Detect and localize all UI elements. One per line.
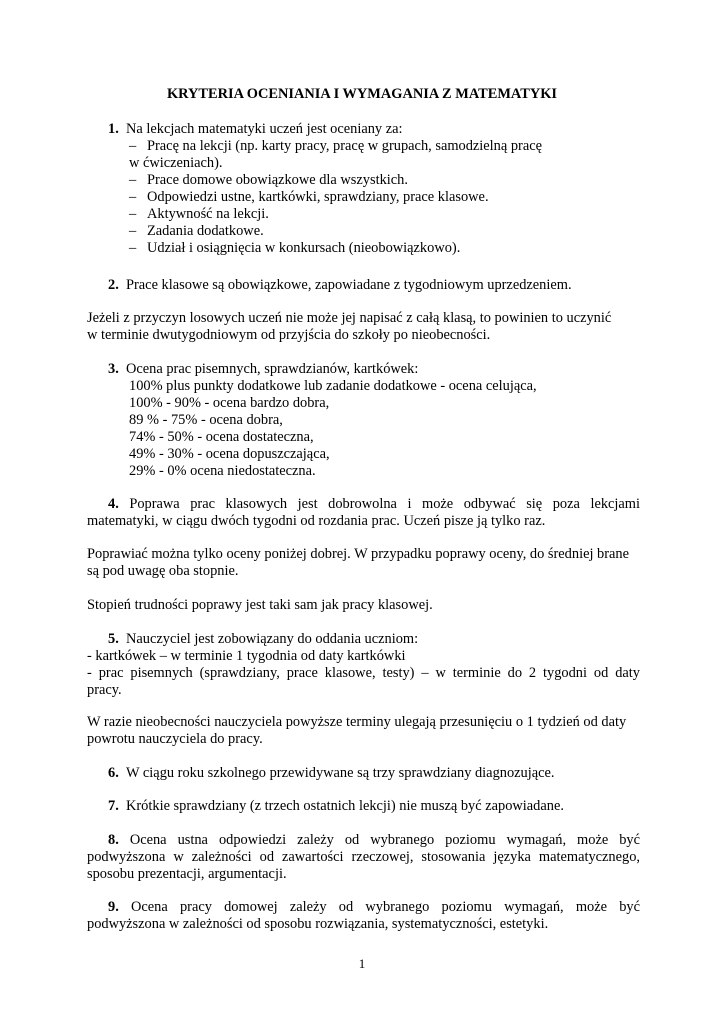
section-9: 9. Ocena pracy domowej zależy od wybranego poziomu wymagań, może być podwyższona w zależności od sposobu rozwiązania, systematyczności, estetyki. [87,899,640,932]
section-number: 9. [108,899,119,915]
section-number: 2. [108,277,119,293]
section-3: 3. Ocena prac pisemnych, sprawdzianów, kartkówek: 100% plus punkty dodatkowe lub zadanie dodatkowe - ocena celująca, 100% - 90% - ocena bardzo dobra, 89 % - 75% - ocena dobra, 74% - 50% - ocena dostateczna, 49% - 30% - ocena dopuszczająca, 29% - 0% ocena niedostateczna. [108,361,638,480]
grade-row: 89 % - 75% - ocena dobra, [129,412,283,428]
section-number: 7. [108,798,119,814]
list-item: – Aktywność na lekcji. [129,206,269,222]
section-number: 8. [108,832,119,848]
section-6: 6. W ciągu roku szkolnego przewidywane są trzy sprawdziany diagnozujące. [108,765,555,781]
section-2: 2. Prace klasowe są obowiązkowe, zapowiadane z tygodniowym uprzedzeniem. [108,277,572,293]
section-4-paragraph-1: Poprawiać można tylko oceny poniżej dobrej. W przypadku poprawy oceny, do średniej brane są pod uwagę oba stopnie. [87,546,630,579]
list-item: – Zadania dodatkowe. [129,223,264,239]
section-5-paragraph: W razie nieobecności nauczyciela powyższe terminy ulegają przesunięciu o 1 tydzień od daty powrotu nauczyciela do pracy. [87,714,627,747]
section-4: 4. Poprawa prac klasowych jest dobrowolna i może odbywać się poza lekcjami matematyki, w ciągu dwóch tygodni od rozdania prac. Uczeń pisze ją tylko raz. [87,496,640,529]
list-item: – Prace domowe obowiązkowe dla wszystkich. [129,172,408,188]
section-1-intro: 1. Na lekcjach matematyki uczeń jest oceniany za: [108,121,403,137]
section-number: 6. [108,765,119,781]
grade-row: 29% - 0% ocena niedostateczna. [129,463,316,479]
page-number: 1 [358,956,366,971]
section-number: 5. [108,631,119,647]
document-title: KRYTERIA OCENIANIA I WYMAGANIA Z MATEMATYKI [166,86,558,102]
section-number: 3. [108,361,119,377]
section-4-paragraph-2: Stopień trudności poprawy jest taki sam jak pracy klasowej. [87,597,433,613]
section-2-paragraph: Jeżeli z przyczyn losowych uczeń nie może jej napisać z całą klasą, to powinien to uczynić w terminie dwutygodniowym od przyjścia do szkoły po nieobecności. [87,310,612,343]
section-5: 5. Nauczyciel jest zobowiązany do oddania uczniom: - kartkówek – w terminie 1 tygodnia od daty kartkówki - prac pisemnych (sprawdziany, prace klasowe, testy) – w terminie do 2 tygodni od daty pracy. [87,631,640,698]
list-item: – Pracę na lekcji (np. karty pracy, pracę w grupach, samodzielną pracę [129,138,543,154]
section-number: 1. [108,121,119,137]
section-1 [108,121,628,257]
list-item: – Udział i osiągnięcia w konkursach (nieobowiązkowo). [129,240,461,256]
grade-row: 100% plus punkty dodatkowe lub zadanie dodatkowe - ocena celująca, [129,378,537,394]
grade-row: 100% - 90% - ocena bardzo dobra, [129,395,330,411]
grade-row: 74% - 50% - ocena dostateczna, [129,429,314,445]
section-7: 7. Krótkie sprawdziany (z trzech ostatnich lekcji) nie muszą być zapowiadane. [108,798,564,814]
list-item-continuation: w ćwiczeniach). [129,155,223,171]
section-8: 8. Ocena ustna odpowiedzi zależy od wybranego poziomu wymagań, może być podwyższona w zależności od zawartości rzeczowej, stosowania języka matematycznego, sposobu prezentacji, argumentacji. [87,832,640,882]
grade-row: 49% - 30% - ocena dopuszczająca, [129,446,330,462]
section-number: 4. [108,496,119,512]
list-item: – Odpowiedzi ustne, kartkówki, sprawdziany, prace klasowe. [129,189,489,205]
